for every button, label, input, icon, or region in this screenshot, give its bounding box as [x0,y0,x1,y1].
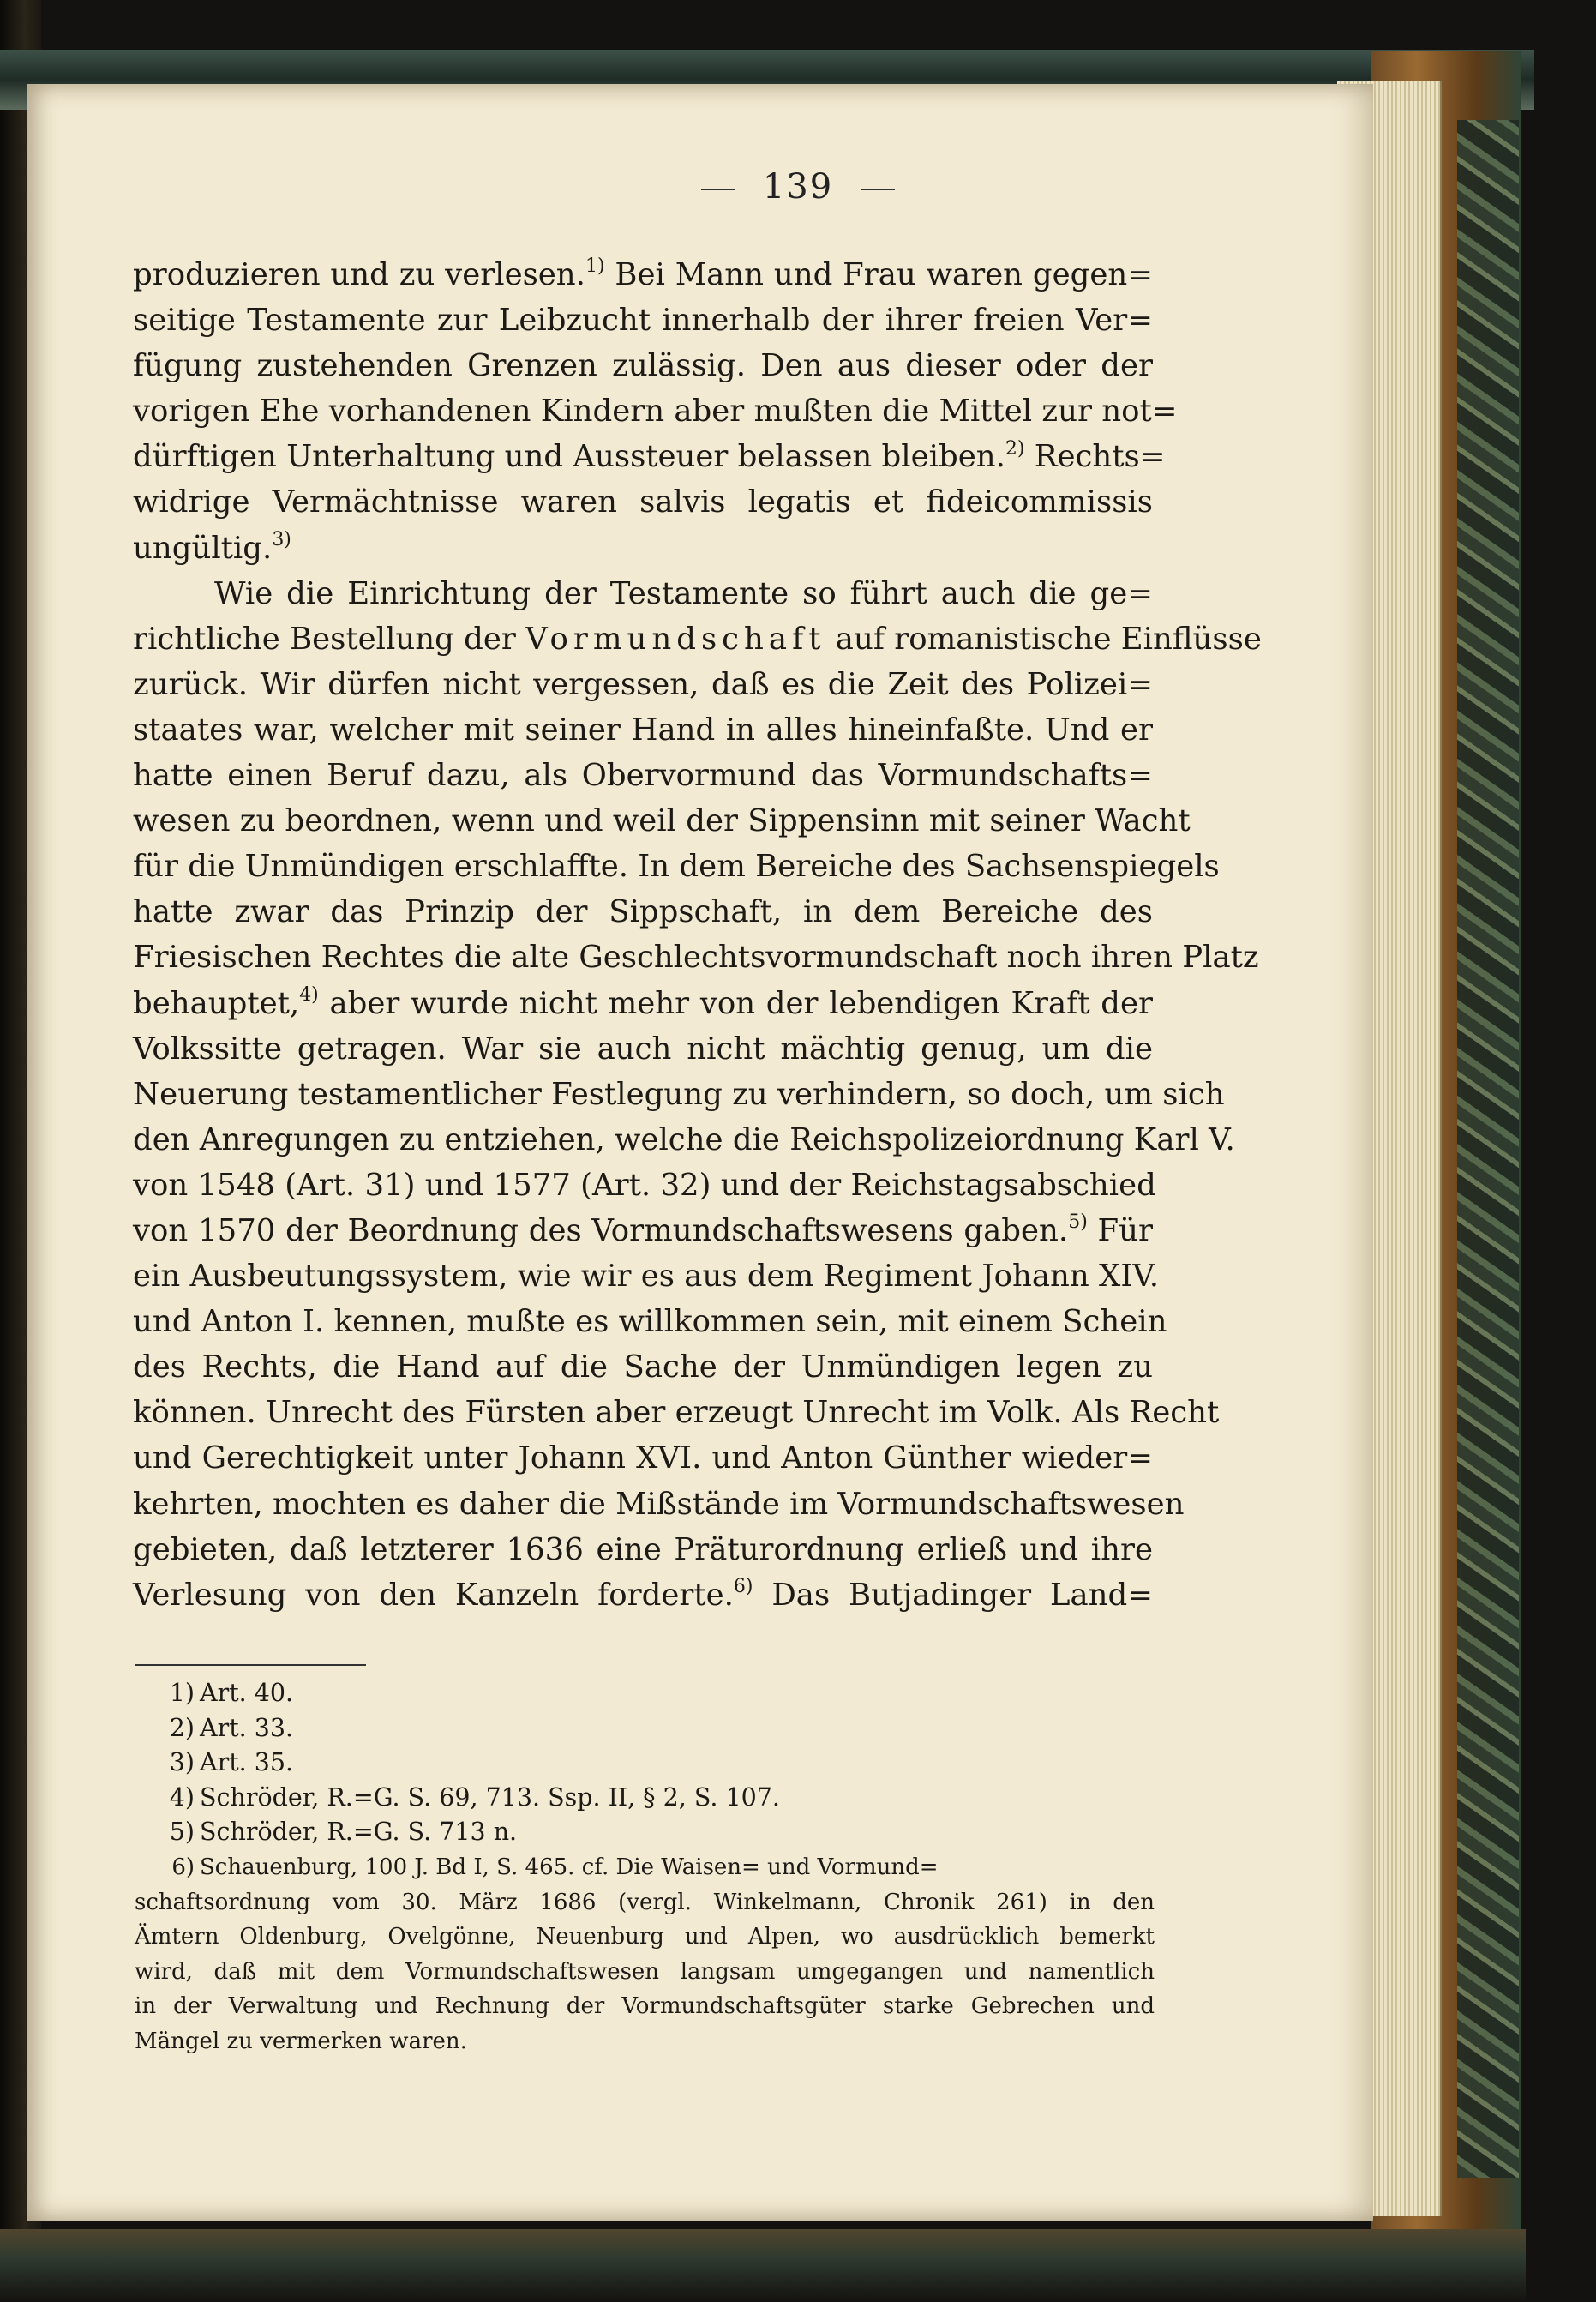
footnote-4: 4) Schröder, R.=G. S. 69, 713. Ssp. II, § 2, S. 107. [169,1782,780,1812]
text-line: ungültig.$^{3)}$ [133,528,291,566]
footnote-6-line: Mängel zu vermerken waren. [135,2028,467,2054]
text-line: kehrten, mochten es daher die Mißstände im Vormundschaftswesen [133,1486,1185,1522]
footnote-6: 6) Schauenburg, 100 J. Bd I, S. 465. cf. Die Waisen= und Vormund= [171,1854,939,1880]
text-line: und Anton I. kennen, mußte es willkommen sein, mit einem Schein [133,1304,1167,1340]
text-line: und Gerechtigkeit unter Johann XVI. und Anton Günther wieder= [133,1440,1153,1476]
page-header [0,167,1596,207]
text-line: Neuerung testamentlicher Festlegung zu verhindern, so doch, um sich [133,1076,1225,1112]
text-line: für die Unmündigen erschlaffte. In dem Bereiche des Sachsenspiegels [133,849,1220,885]
text-line: vorigen Ehe vorhandenen Kindern aber mußten die Mittel zur not= [133,394,1178,430]
header-dash-right [861,189,895,190]
text-line: staates war, welcher mit seiner Hand in alles hineinfaßte. Und er [133,712,1153,748]
text-line: Friesischen Rechtes die alte Geschlechtsvormundschaft noch ihren Platz [133,940,1259,976]
text-line: richtliche Bestellung der Vormundschaft auf romanistische Einflüsse [133,621,1262,657]
text-line: ein Ausbeutungssystem, wie wir es aus dem Regiment Johann XIV. [133,1259,1160,1295]
text-line: behauptet,$^{4)}$ aber wurde nicht mehr von der lebendigen Kraft der [133,983,1153,1021]
text-line: dürftigen Unterhaltung und Aussteuer belassen bleiben.$^{2)}$ Rechts= [133,437,1166,475]
text-line: gebieten, daß letzterer 1636 eine Präturordnung erließ und ihre [133,1531,1153,1567]
text-line: seitige Testamente zur Leibzucht innerhalb der ihrer freien Ver= [133,303,1153,339]
footnotes [135,1676,1155,2059]
header-dash-left [701,189,735,190]
text-line: wesen zu beordnen, wenn und weil der Sippensinn mit seiner Wacht [133,803,1191,839]
text-line: zurück. Wir dürfen nicht vergessen, daß es die Zeit des Polizei= [133,666,1153,702]
text-line: von 1548 (Art. 31) und 1577 (Art. 32) und der Reichstagsabschied [133,1167,1156,1203]
footnote-3: 3) Art. 35. [169,1748,294,1777]
footnote-1: 1) Art. 40. [169,1679,294,1707]
footnote-6-line: wird, daß mit dem Vormundschaftswesen langsam umgegangen und namentlich [135,1958,1155,1985]
text-line: widrige Vermächtnisse waren salvis legatis et fideicommissis [133,484,1153,520]
text-line: fügung zustehenden Grenzen zulässig. Den aus dieser oder der [133,348,1153,384]
marbled-edge [1457,120,1519,2178]
text-line: Wie die Einrichtung der Testamente so führt auch die ge= [214,575,1153,611]
footnote-6-line: schaftsordnung vom 30. März 1686 (vergl. Winkelmann, Chronik 261) in den [135,1889,1155,1915]
text-line: hatte einen Beruf dazu, als Obervormund das Vormundschafts= [133,758,1153,794]
footnote-rule [135,1664,366,1666]
text-line: hatte zwar das Prinzip der Sippschaft, in dem Bereiche des [133,894,1153,930]
text-line: den Anregungen zu entziehen, welche die Reichspolizeiordnung Karl V. [133,1121,1235,1157]
text-line: produzieren und zu verlesen.$^{1)}$ Bei Mann und Frau waren gegen= [133,255,1153,292]
text-line: können. Unrecht des Fürsten aber erzeugt Unrecht im Volk. Als Recht [133,1395,1220,1431]
text-line: von 1570 der Beordnung des Vormundschaftswesens gaben.$^{5)}$ Für [133,1211,1153,1248]
book-cover-bottom [0,2229,1526,2302]
text-line: Volkssitte getragen. War sie auch nicht mächtig genug, um die [133,1031,1153,1067]
text-line: Verlesung von den Kanzeln forderte.$^{6)}$ Das Butjadinger Land= [133,1575,1153,1613]
footnote-6-line: Ämtern Oldenburg, Ovelgönne, Neuenburg und Alpen, wo ausdrücklich bemerkt [135,1924,1155,1950]
body-text [133,252,1262,1618]
footnote-6-line: in der Verwaltung und Rechnung der Vormundschaftsgüter starke Gebrechen und [135,1993,1155,2020]
footnote-2: 2) Art. 33. [169,1713,294,1742]
text-line: des Rechts, die Hand auf die Sache der Unmündigen legen zu [133,1349,1153,1385]
footnote-5: 5) Schröder, R.=G. S. 713 n. [169,1818,518,1847]
page-number: 139 [762,167,834,207]
